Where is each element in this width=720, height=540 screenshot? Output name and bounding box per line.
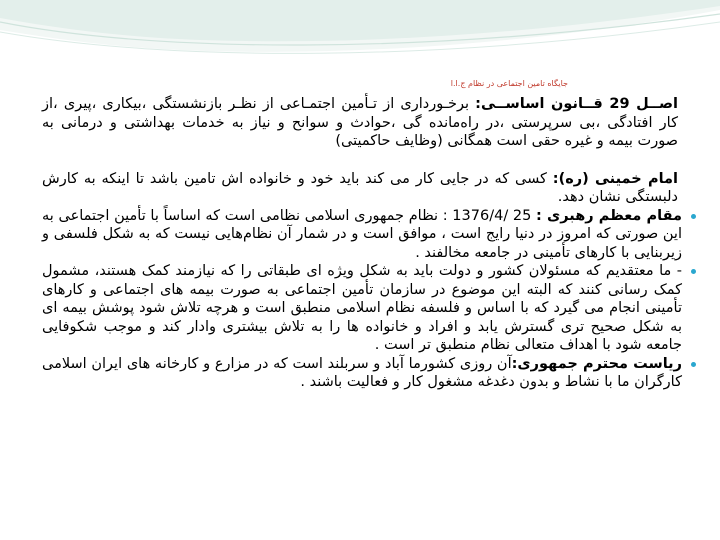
president-heading: ریاست محترم جمهوری: bbox=[511, 355, 682, 372]
bullet-dot-icon bbox=[691, 362, 696, 367]
leader-text: 25 /1376/4 : نظام جمهوری اسلامی نظامی است که اساساً با تأمین اجتماعی به این صورتی که امروز در دنیا رایج است ، موافق است و در شمار آن نظام‌هایی نیست که به شکل فلسفی و زیربنایی با کارهای تأمینی در جامعه مخالفند . bbox=[42, 207, 682, 261]
decorative-swoosh-graphic bbox=[0, 0, 720, 90]
imam-khomeini-paragraph bbox=[42, 170, 678, 207]
imam-khomeini-text: کسی که در جایی کار می کند باید خود و خانواده اش تامین باشد تا اینکه به کارش دلبستگی نشان دهد. bbox=[42, 170, 678, 205]
slide-title: جایگاه تامین اجتماعی در نظام ج.ا.ا bbox=[450, 79, 568, 88]
bullet-dot-icon bbox=[691, 214, 696, 219]
paragraph-spacer bbox=[42, 151, 678, 170]
officials-bullet bbox=[42, 262, 682, 355]
bullet-dot-icon bbox=[691, 269, 696, 274]
leader-bullet bbox=[42, 207, 682, 263]
constitution-heading: اصــل 29 قــانون اساســی: bbox=[475, 96, 678, 112]
president-text: آن روزی کشورما آباد و سربلند است که در مزارع و کارخانه های ایران اسلامی کارگران ما با نشاط و بدون دغدغه مشغول کار و فعالیت باشند . bbox=[42, 355, 682, 390]
imam-khomeini-heading: امام خمینی (ره): bbox=[552, 170, 678, 187]
content-body bbox=[42, 95, 683, 392]
president-bullet bbox=[42, 355, 682, 392]
constitution-text: برخـورداری از تـأمین اجتمـاعی از نظـر بازنشستگی ،بیکاری ،پیری ،از کار افتادگی ،بی سرپرستی ،در راه‌مانده گی ،حوادث و سوانح و نیاز به خدمات بهداشتی و درمانی به صورت بیمه و غیره حقی است همگانی (وظایف حاکمیتی) bbox=[42, 96, 678, 149]
officials-text: - ما معتقدیم که مسئولان کشور و دولت باید به شکل ویژه ای طبقاتی را که نیازمند کمک هستند، مشمول کمک رسانی کنند که البته این موضوع در سازمان تأمین اجتماعی به صورت بیمه های اجتماعی و کارهای تأمینی انجام می گیرد که با اساس و فلسفه نظام اسلامی منطبق است و هرچه تلاش شود پوشش بیمه ای به شکل صحیح تری گسترش یابد و افراد و خانواده ها را به تلاش بیشتری وادار کند و موجب شکوفایی جامعه شود با اهداف متعالی نظام منطبق تر است . bbox=[42, 263, 682, 353]
leader-heading: مقام معظم رهبری : bbox=[536, 207, 683, 224]
constitution-paragraph bbox=[42, 95, 678, 151]
